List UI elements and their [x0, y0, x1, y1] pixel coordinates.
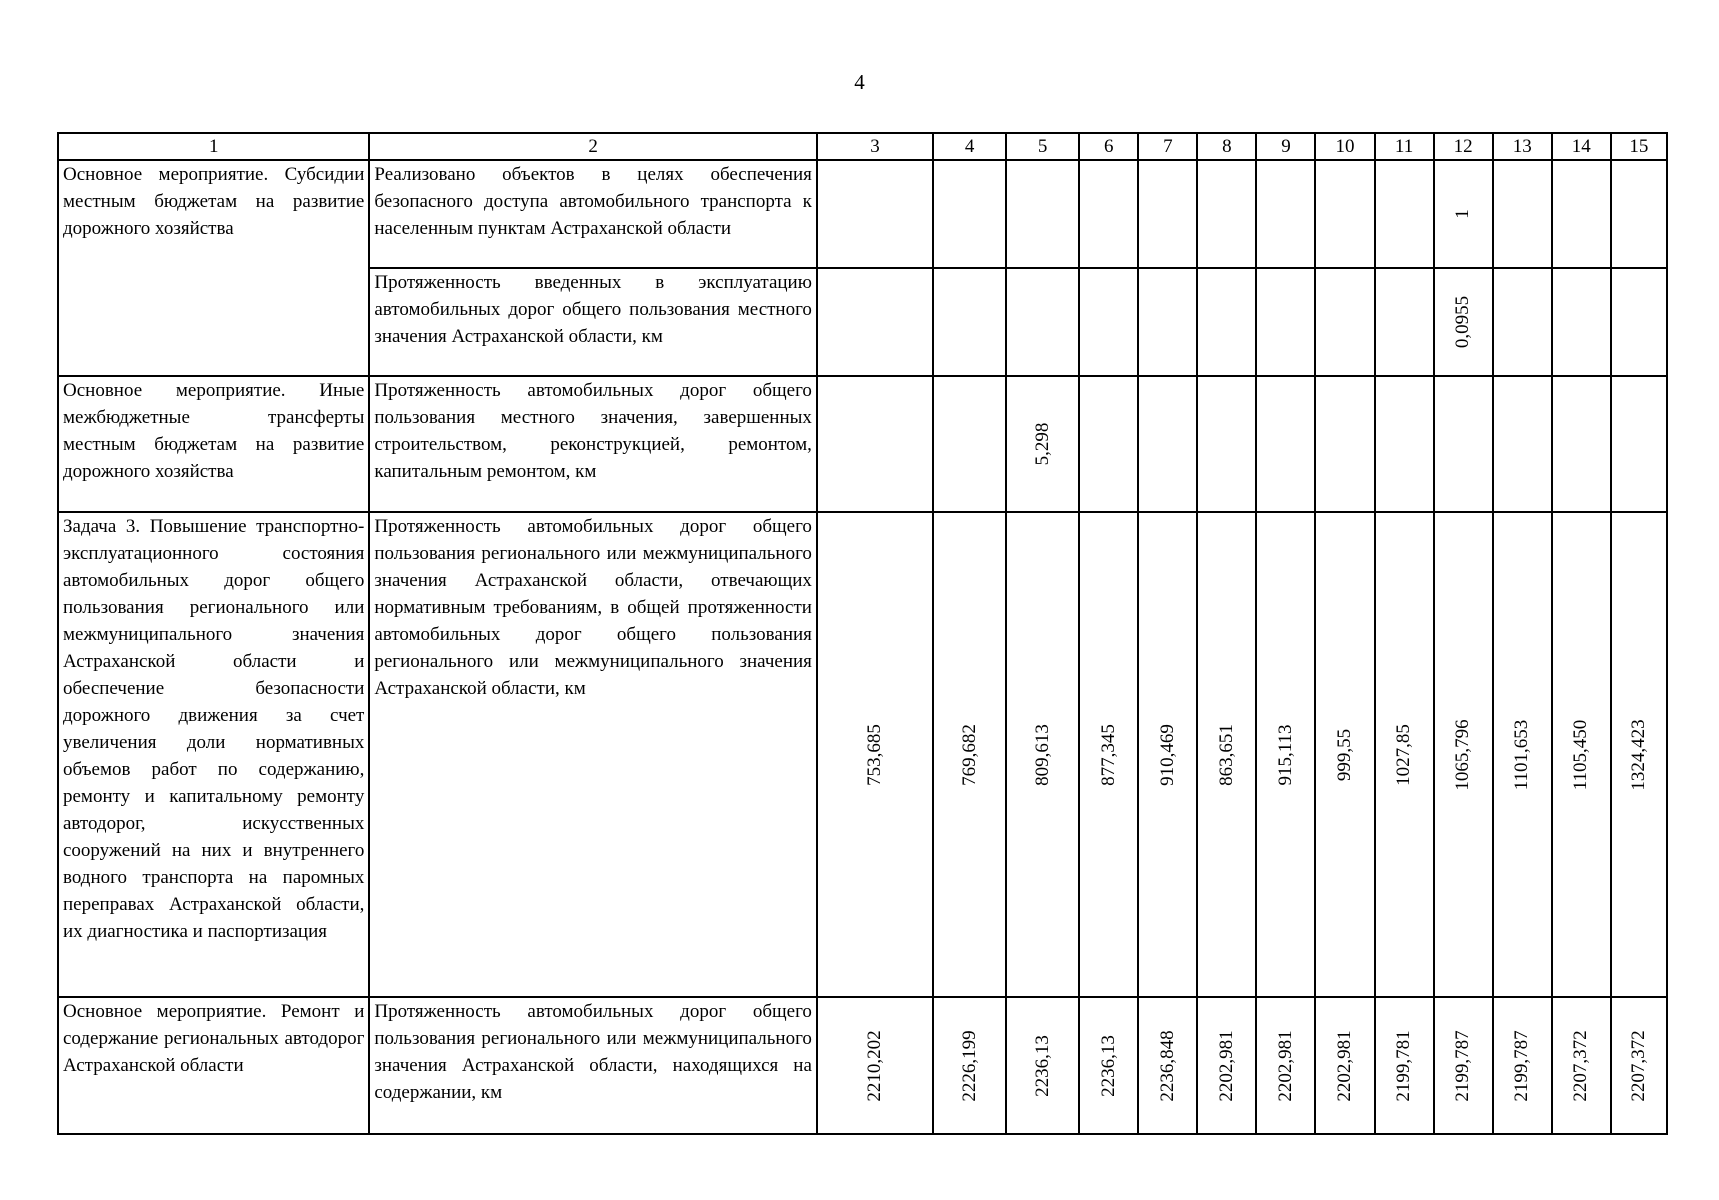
value-cell — [1611, 160, 1667, 268]
value-cell — [1006, 512, 1079, 997]
value-cell — [1079, 268, 1138, 376]
header-cell: 8 — [1197, 133, 1256, 160]
value-cell — [1493, 268, 1552, 376]
value-cell — [933, 160, 1006, 268]
value-cell — [1006, 160, 1079, 268]
value-cell — [1493, 512, 1552, 997]
value-cell — [1493, 160, 1552, 268]
value-cell — [1552, 997, 1611, 1134]
value-text: 2199,787 — [1452, 1029, 1474, 1102]
value-cell — [1375, 268, 1434, 376]
indicator-cell: Протяженность автомобильных дорог общего пользования местного значения, завершенных строительством, реконструкцией, ремонтом, капитальным ремонтом, км — [369, 376, 817, 512]
value-cell — [1552, 160, 1611, 268]
value-text: 2236,848 — [1156, 1029, 1178, 1102]
value-cell — [1375, 160, 1434, 268]
value-cell — [1493, 997, 1552, 1134]
value-text: 2202,981 — [1215, 1029, 1237, 1102]
header-cell: 2 — [369, 133, 817, 160]
activity-cell: Основное мероприятие. Ремонт и содержание региональных автодорог Астраханской области — [58, 997, 369, 1134]
header-cell: 10 — [1315, 133, 1374, 160]
value-cell — [933, 376, 1006, 512]
value-cell — [1611, 268, 1667, 376]
table-row — [58, 512, 1667, 997]
indicator-cell: Реализовано объектов в целях обеспечения безопасного доступа автомобильного транспорта к населенным пунктам Астраханской области — [369, 160, 817, 268]
value-cell — [1138, 512, 1197, 997]
header-cell: 1 — [58, 133, 369, 160]
value-cell — [1434, 376, 1493, 512]
value-cell — [933, 997, 1006, 1134]
value-cell — [1611, 376, 1667, 512]
value-cell — [817, 160, 933, 268]
value-cell — [1079, 160, 1138, 268]
value-cell — [817, 268, 933, 376]
value-cell — [1138, 268, 1197, 376]
value-cell — [817, 376, 933, 512]
value-text: 2236,13 — [1097, 1034, 1119, 1097]
indicators-table — [57, 132, 1668, 1135]
value-text: 910,469 — [1156, 723, 1178, 786]
value-text: 0,0955 — [1452, 295, 1474, 349]
value-text: 2210,202 — [863, 1029, 885, 1102]
value-cell — [1006, 268, 1079, 376]
value-text: 877,345 — [1097, 723, 1119, 786]
table-row — [58, 160, 1667, 268]
value-cell — [1434, 512, 1493, 997]
value-cell — [1256, 268, 1315, 376]
value-text: 1101,653 — [1511, 719, 1533, 790]
value-cell — [1197, 376, 1256, 512]
value-cell — [1552, 376, 1611, 512]
header-cell: 4 — [933, 133, 1006, 160]
value-text: 1 — [1452, 209, 1474, 219]
header-row — [58, 133, 1667, 160]
activity-cell: Основное мероприятие. Субсидии местным бюджетам на развитие дорожного хозяйства — [58, 160, 369, 376]
value-cell — [1197, 160, 1256, 268]
value-cell — [1197, 268, 1256, 376]
value-cell — [1079, 512, 1138, 997]
value-cell — [1138, 997, 1197, 1134]
value-text: 999,55 — [1334, 728, 1355, 781]
value-cell — [1611, 997, 1667, 1134]
value-cell — [1138, 160, 1197, 268]
table-row — [58, 997, 1667, 1134]
table-row — [58, 376, 1667, 512]
value-text: 2236,13 — [1031, 1034, 1053, 1097]
header-cell: 6 — [1079, 133, 1138, 160]
value-cell — [1315, 268, 1374, 376]
header-cell: 12 — [1434, 133, 1493, 160]
value-cell — [1315, 160, 1374, 268]
value-cell — [1315, 997, 1374, 1134]
header-cell: 11 — [1375, 133, 1434, 160]
header-cell: 5 — [1006, 133, 1079, 160]
value-cell — [1552, 268, 1611, 376]
value-text: 863,651 — [1215, 723, 1237, 786]
value-text: 915,113 — [1274, 723, 1296, 786]
value-cell — [1375, 376, 1434, 512]
value-text: 769,682 — [958, 723, 980, 786]
value-cell — [817, 512, 933, 997]
value-text: 809,613 — [1031, 723, 1053, 786]
value-cell — [1256, 160, 1315, 268]
value-cell — [1079, 997, 1138, 1134]
value-cell — [1197, 997, 1256, 1134]
value-cell — [1315, 512, 1374, 997]
value-text: 2202,981 — [1274, 1029, 1296, 1102]
indicator-cell: Протяженность введенных в эксплуатацию автомобильных дорог общего пользования местного значения Астраханской области, км — [369, 268, 817, 376]
value-cell — [1006, 997, 1079, 1134]
header-cell: 13 — [1493, 133, 1552, 160]
value-cell — [1256, 997, 1315, 1134]
value-cell — [1315, 376, 1374, 512]
value-text: 1324,423 — [1627, 718, 1649, 791]
value-cell — [1434, 997, 1493, 1134]
value-text: 1027,85 — [1393, 723, 1415, 786]
value-text: 2226,199 — [958, 1029, 980, 1102]
value-cell — [1434, 268, 1493, 376]
value-text: 2202,981 — [1334, 1029, 1355, 1102]
header-cell: 14 — [1552, 133, 1611, 160]
activity-cell: Основное мероприятие. Иные межбюджетные трансферты местным бюджетам на развитие дорожного хозяйства — [58, 376, 369, 512]
value-cell — [817, 997, 933, 1134]
header-cell: 3 — [817, 133, 933, 160]
value-cell — [1256, 512, 1315, 997]
value-cell — [1197, 512, 1256, 997]
value-text: 2207,372 — [1627, 1029, 1649, 1102]
value-cell — [1493, 376, 1552, 512]
value-text: 2199,787 — [1511, 1029, 1533, 1102]
indicator-cell: Протяженность автомобильных дорог общего пользования регионального или межмуниципального значения Астраханской области, отвечающих нормативным требованиям, в общей протяженности автомобильных дорог общего пользования регионального или межмуниципального значения Астраханской области, км — [369, 512, 817, 997]
page-number: 4 — [854, 70, 865, 94]
activity-cell: Задача 3. Повышение транспортно-эксплуатационного состояния автомобильных дорог общего пользования регионального или межмуниципального значения Астраханской области и обеспечение безопасности дорожного движения за счет увеличения доли нормативных объемов работ по содержанию, ремонту и капитальному ремонту автодорог, искусственных сооружений на них и внутреннего водного транспорта на паромных переправах Астраханской области, их диагностика и паспортизация — [58, 512, 369, 997]
header-cell: 9 — [1256, 133, 1315, 160]
value-cell — [1375, 512, 1434, 997]
value-cell — [1006, 376, 1079, 512]
value-text: 1065,796 — [1452, 718, 1474, 791]
value-cell — [1611, 512, 1667, 997]
value-text: 2199,781 — [1393, 1029, 1415, 1102]
header-cell: 15 — [1611, 133, 1667, 160]
value-text: 5,298 — [1031, 422, 1053, 466]
value-cell — [933, 512, 1006, 997]
value-cell — [1079, 376, 1138, 512]
value-cell — [1552, 512, 1611, 997]
value-cell — [1434, 160, 1493, 268]
value-cell — [1256, 376, 1315, 512]
value-text: 1105,450 — [1570, 719, 1592, 790]
header-cell: 7 — [1138, 133, 1197, 160]
value-cell — [1375, 997, 1434, 1134]
value-text: 753,685 — [863, 723, 885, 786]
value-cell — [933, 268, 1006, 376]
value-cell — [1138, 376, 1197, 512]
indicator-cell: Протяженность автомобильных дорог общего пользования регионального или межмуниципального значения Астраханской области, находящихся на содержании, км — [369, 997, 817, 1134]
value-text: 2207,372 — [1570, 1029, 1592, 1102]
